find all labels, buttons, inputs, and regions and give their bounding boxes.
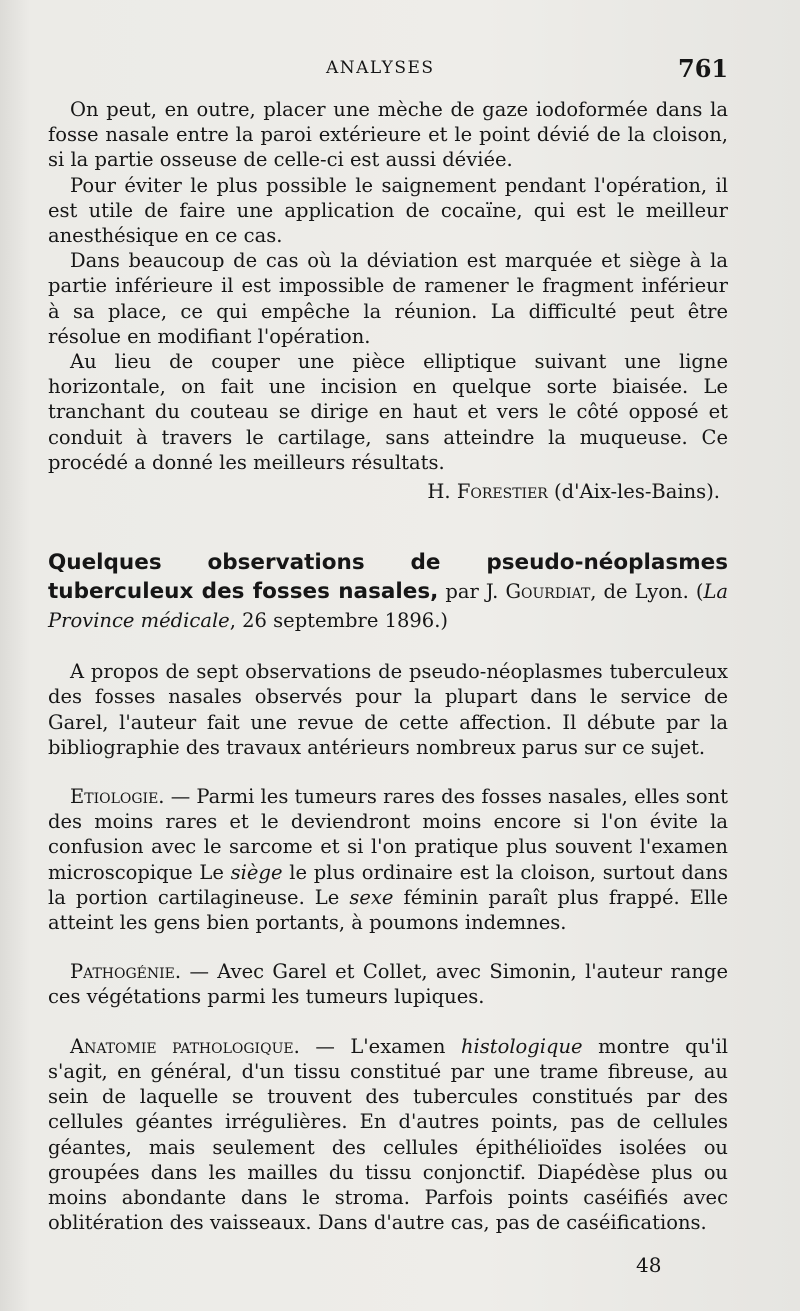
pathogeny-heading: Pathogénie.: [70, 960, 182, 984]
paragraph: On peut, en outre, placer une mèche de gaze iodoformée dans la fosse nasale entre la paroi extérieure et le point dévié de la cloison, si la partie osseuse de celle-ci est aussi déviée.: [48, 98, 728, 172]
signature-name: Forestier: [456, 480, 548, 504]
article-author: Gourdiat: [505, 580, 591, 604]
anatomy-paragraph: [48, 1034, 728, 1236]
etiology-sexe: sexe: [349, 885, 394, 909]
article-title-text: Quelques observations de pseudo-néoplasmes tuberculeux des fosses nasales,: [48, 550, 728, 605]
etiology-text-2: le plus ordinaire est la cloison, surtout dans la portion cartilagineuse. Le: [48, 860, 728, 909]
paragraph: Dans beaucoup de cas où la déviation est marquée et siège à la partie inférieure il est impossible de ramener le fragment inférieur à sa place, ce qui empêche la réunion. La difficulté peut être résolue en modifiant l'opération.: [48, 249, 728, 348]
signature-mark: 48: [636, 1253, 662, 1277]
author-signature: [48, 479, 728, 504]
anatomy-histologique: histologique: [460, 1034, 583, 1058]
paragraph: Pour éviter le plus possible le saignement pendant l'opération, il est utile de faire une application de cocaïne, qui est le meilleur anesthésique en ce cas.: [48, 173, 728, 248]
anatomy-heading: Anatomie pathologique.: [70, 1034, 300, 1058]
article-date: , 26 septembre 1896.): [229, 609, 449, 633]
etiology-text: — Parmi les tumeurs rares des fosses nasales, elles sont des moins rares et le deviendront moins encore si l'on évite la confusion avec le sarcome et si l'on pratique plus souvent l'examen microscopique Le: [48, 785, 728, 884]
article-journal: La Province médicale: [48, 580, 729, 633]
paragraph: Au lieu de couper une pièce elliptique suivant une ligne horizontale, on fait une incision en quelque sorte biaisée. Le tranchant du couteau se dirige en haut et vers le côté opposé et conduit à travers le cartilage, sans atteindre la muqueuse. Ce procédé a donné les meilleurs résultats.: [48, 350, 728, 474]
pathogeny-paragraph: [48, 959, 728, 1009]
intro-paragraph: A propos de sept observations de pseudo-néoplasmes tuberculeux des fosses nasales observés pour la plupart dans le service de Garel, l'auteur fait une revue de cette affection. Il débute par la bibliographie des travaux antérieurs nombreux parus sur ce sujet.: [48, 660, 728, 759]
signature-initial: H.: [427, 480, 451, 504]
running-title: ANALYSES: [326, 58, 435, 78]
text-body: [48, 97, 728, 1235]
article-by: par J.: [445, 580, 499, 604]
anatomy-text: — L'examen: [299, 1034, 461, 1058]
etiology-text-3: féminin paraît plus frappé. Elle atteint les gens bien portants, à poumons indemnes.: [48, 885, 728, 935]
article-title: [48, 548, 728, 635]
etiology-paragraph: [48, 784, 728, 935]
etiology-heading: Etiologie.: [70, 785, 165, 809]
running-header: [0, 54, 800, 88]
pathogeny-text: — Avec Garel et Collet, avec Simonin, l'auteur range ces végétations parmi les tumeurs lupiques.: [48, 960, 728, 1009]
etiology-siege: siège: [230, 860, 283, 884]
article-author-place: , de Lyon. (: [590, 580, 704, 604]
page-number: 761: [678, 54, 729, 83]
anatomy-text-2: montre qu'il s'agit, en général, d'un tissu constitué par une trame fibreuse, au sein de laquelle se trouvent des tubercules constitués par des cellules géantes irrégulières. En d'autres points, pas de cellules géantes, mais seulement des cellules épithélioïdes isolées ou groupées dans les mailles du tissu conjonctif. Diapédèse plus ou moins abondante dans le stroma. Parfois points caséifiés avec oblitération des vaisseaux. Dans d'autre cas, pas de caséifications.: [48, 1034, 728, 1235]
signature-place: (d'Aix-les-Bains).: [554, 480, 720, 504]
